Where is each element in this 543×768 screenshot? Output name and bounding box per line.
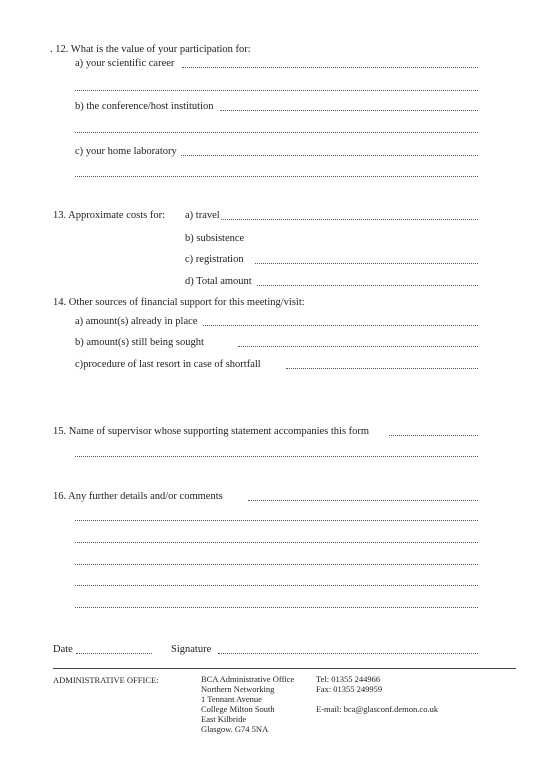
q16-field-line4[interactable] bbox=[75, 564, 478, 565]
q13-d-label: d) Total amount bbox=[185, 276, 252, 287]
q13-b-label: b) subsistence bbox=[185, 233, 245, 244]
q15-field-line2[interactable] bbox=[75, 456, 478, 457]
q16-field-line5[interactable] bbox=[75, 585, 478, 586]
q12-b-label: b) the conference/host institution bbox=[75, 101, 214, 112]
q14-c-field[interactable] bbox=[286, 368, 478, 369]
footer-tel: Tel: 01355 244966 bbox=[316, 674, 381, 684]
q12-c-label: c) your home laboratory bbox=[75, 146, 177, 157]
q13-a-field[interactable] bbox=[221, 219, 478, 220]
q14-b-field[interactable] bbox=[238, 346, 478, 347]
q13-heading: 13. Approximate costs for: bbox=[53, 210, 165, 221]
q12-a-field[interactable] bbox=[182, 67, 478, 68]
address-line: College Milton South bbox=[201, 704, 275, 714]
q14-c-label: c)procedure of last resort in case of shortfall bbox=[75, 359, 261, 370]
footer-rule bbox=[53, 668, 516, 669]
q12-a-field-line2[interactable] bbox=[75, 90, 478, 91]
q14-a-field[interactable] bbox=[203, 325, 478, 326]
q13-c-field[interactable] bbox=[255, 263, 478, 264]
q12-c-field[interactable] bbox=[181, 155, 478, 156]
q14-heading: 14. Other sources of financial support for this meeting/visit: bbox=[53, 297, 305, 308]
q15-field[interactable] bbox=[389, 435, 478, 436]
q12-b-field-line2[interactable] bbox=[75, 132, 478, 133]
footer-email: E-mail: bca@glasconf.demon.co.uk bbox=[316, 704, 439, 714]
q13-c-label: c) registration bbox=[185, 254, 244, 265]
footer-label: ADMINISTRATIVE OFFICE: bbox=[53, 675, 159, 685]
q12-heading: . 12. What is the value of your participation for: bbox=[50, 44, 251, 55]
address-line: Northern Networking bbox=[201, 684, 275, 694]
date-field[interactable] bbox=[76, 653, 152, 654]
q16-heading: 16. Any further details and/or comments bbox=[53, 491, 223, 502]
footer-address bbox=[201, 674, 294, 734]
address-line: East Kilbride bbox=[201, 714, 247, 724]
address-line: 1 Tennant Avenue bbox=[201, 694, 262, 704]
q12-b-field[interactable] bbox=[220, 110, 478, 111]
address-line: BCA Administrative Office bbox=[201, 674, 295, 684]
date-label: Date bbox=[53, 644, 73, 655]
q16-field-line3[interactable] bbox=[75, 542, 478, 543]
q16-field-line2[interactable] bbox=[75, 520, 478, 521]
q13-a-label: a) travel bbox=[185, 210, 220, 221]
q14-a-label: a) amount(s) already in place bbox=[75, 316, 198, 327]
q12-c-field-line2[interactable] bbox=[75, 176, 478, 177]
address-line: Glasgow. G74 5NA bbox=[201, 724, 269, 734]
q13-d-field[interactable] bbox=[257, 285, 478, 286]
q16-field-line6[interactable] bbox=[75, 607, 478, 608]
q14-b-label: b) amount(s) still being sought bbox=[75, 337, 204, 348]
q12-a-label: a) your scientific career bbox=[75, 58, 175, 69]
footer-fax: Fax: 01355 249959 bbox=[316, 684, 383, 694]
q15-heading: 15. Name of supervisor whose supporting statement accompanies this form bbox=[53, 426, 370, 437]
signature-field[interactable] bbox=[218, 653, 478, 654]
signature-label: Signature bbox=[171, 644, 212, 655]
q16-field[interactable] bbox=[248, 500, 478, 501]
